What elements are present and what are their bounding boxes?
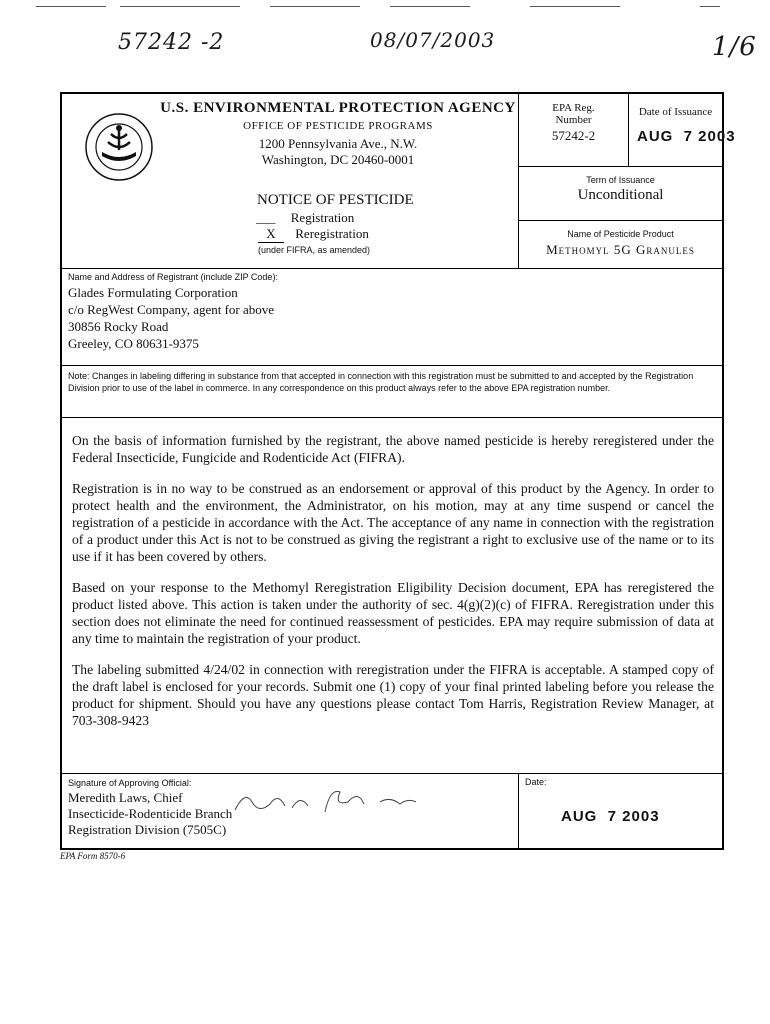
reg-number-value: 57242-2 [551,128,596,143]
product-name: Methomyl 5G Granules [546,242,695,257]
official-division: Registration Division (7505C) [68,822,227,837]
registration-label: Registration [290,210,355,225]
term-label: Term of Issuance [586,175,655,185]
scan-line [700,6,720,7]
reregistration-label: Reregistration [295,226,369,241]
product-label: Name of Pesticide Product [567,229,674,239]
handwritten-signature-icon [230,782,430,822]
registrant-line-4: Greeley, CO 80631-9375 [68,336,199,351]
product-cell [518,220,722,268]
signature-label: Signature of Approving Official: [68,778,192,788]
page-mark: 1/6 [712,32,757,62]
handwritten-reg-number: 57242 -2 [118,30,225,55]
scan-line [36,6,106,7]
body-paragraph-3: Based on your response to the Methomyl Reregistration Eligibility Decision document, EPA has reregistered the product listed above. This action is taken under the authority of sec. 4(g)(2)(c) of FIFRA. Reregistration under this section does not eliminate the need for continued reassessment of pesticides. EPA may require submission of data at any time to maintain the registration of your product. [72,580,714,646]
body-paragraph-4: The labeling submitted 4/24/02 in connection with reregistration under the FIFRA is acceptable. A stamped copy of the draft label is enclosed for your records. Submit one (1) copy of your final printed labeling before you release the product for shipment. Should you have any questions please contact Tom Harris, Registration Review Manager, at 703-308-9423 [72,662,714,728]
registration-checkbox: ___ [256,210,276,225]
body-paragraph-1: On the basis of information furnished by the registrant, the above named pesticide is hereby reregistered under the Federal Insecticide, Fungicide and Rodenticide Act (FIFRA). [72,433,714,465]
official-name: Meredith Laws, Chief [68,790,183,805]
handwritten-date: 08/07/2003 [370,28,496,52]
agency-header [62,94,518,268]
issuance-date-label: Date of Issuance [638,106,713,118]
scan-line [530,6,620,7]
agency-address-1: 1200 Pennsylvania Ave., N.W. [258,136,418,151]
scan-line [390,6,470,7]
reregistration-checkbox: X [258,226,284,243]
registrant-line-2: c/o RegWest Company, agent for above [68,302,275,317]
term-value: Unconditional [577,187,664,203]
term-cell [518,166,722,220]
signature-cell [62,773,518,848]
registrant-cell [62,268,722,365]
reg-number-cell [518,94,628,166]
scan-line [270,6,360,7]
reregistration-option [258,226,369,243]
issuance-date-cell [628,94,736,166]
form-number: EPA Form 8570-6 [60,851,126,861]
scan-line [120,6,240,7]
reg-number-label-1: EPA Reg. [552,102,595,114]
agency-office: OFFICE OF PESTICIDE PROGRAMS [243,120,433,132]
pesticide-notice-form [60,92,736,850]
agency-address-2: Washington, DC 20460-0001 [261,152,415,167]
official-branch: Insecticide-Rodenticide Branch [68,806,233,821]
signature-date-cell [518,773,722,848]
agency-name: U.S. ENVIRONMENTAL PROTECTION AGENCY [160,100,516,116]
signature-date-label: Date: [525,777,547,787]
notice-title: NOTICE OF PESTICIDE [257,192,414,208]
signature-date-stamp: AUG 7 2003 [561,808,660,825]
issuance-date-stamp: AUG 7 2003 [637,128,736,145]
reg-number-label-2: Number [555,114,592,126]
registration-option [256,210,354,226]
registrant-line-3: 30856 Rocky Road [68,319,169,334]
registrant-label: Name and Address of Registrant (include ZIP Code): [68,272,278,282]
body-paragraph-2: Registration is in no way to be construed as an endorsement or approval of this product by the Agency. In order to protect health and the environment, the Administrator, on his motion, may at any time suspend or cancel the registration of a pesticide in accordance with the Act. The acceptance of any name in connection with the registration of a product under this Act is not to be construed as giving the registrant a right to exclusive use of the name or to its use if it has been covered by others. [72,481,714,564]
fifra-note: (under FIFRA, as amended) [258,245,371,255]
epa-seal-icon [84,112,154,182]
notice-body [62,417,722,769]
registrant-line-1: Glades Formulating Corporation [68,285,238,300]
labeling-note: Note: Changes in labeling differing in substance from that accepted in connection with this registration must be submitted to and accepted by the Registration Division prior to use of the label in commerce. In any correspondence on this product always refer to the above EPA registration number. [62,365,722,417]
